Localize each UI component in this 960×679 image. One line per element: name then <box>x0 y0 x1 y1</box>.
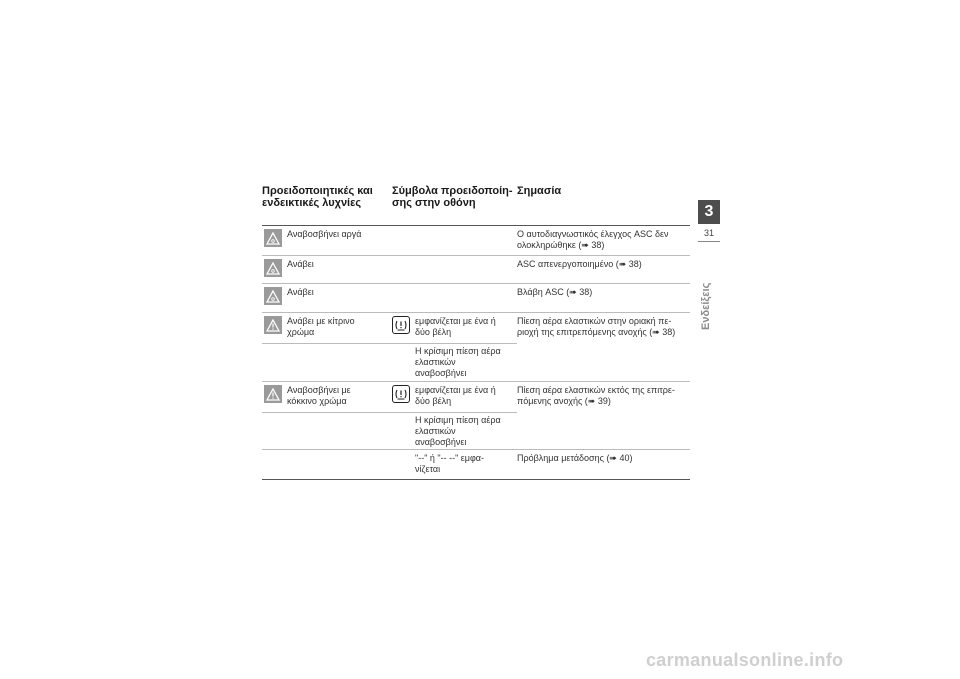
tire-pressure-icon <box>392 316 410 334</box>
warning-triangle-icon <box>264 287 282 305</box>
table-bottom-rule <box>262 479 690 480</box>
manual-table <box>262 185 690 479</box>
table-row <box>262 225 690 255</box>
cell-symbol: Η κρίσιμη πίεση αέρα ελαστικών αναβοσβήνει <box>415 415 501 447</box>
cell-symbol: εμφανίζεται με ένα ή δύο βέλη <box>415 316 496 337</box>
header-symbols: Σύμβολα προειδοποίη- σης στην οθόνη <box>392 185 513 209</box>
tire-pressure-icon <box>392 385 410 403</box>
warning-triangle-icon <box>264 259 282 277</box>
warning-triangle-icon <box>264 229 282 247</box>
cell-meaning: Βλάβη ASC (➠ 38) <box>517 287 593 297</box>
cell-lamp: Ανάβει με κίτρινο χρώμα <box>287 316 355 337</box>
cell-lamp: Αναβοσβήνει με κόκκινο χρώμα <box>287 385 351 406</box>
cell-meaning: ASC απενεργοποιημένο (➠ 38) <box>517 259 642 269</box>
tab-divider <box>698 241 720 242</box>
table-row <box>262 381 690 412</box>
table-row <box>262 312 690 343</box>
cell-lamp: Ανάβει <box>287 287 314 297</box>
page-number: 31 <box>703 228 714 238</box>
cell-meaning: Πίεση αέρα ελαστικών στην οριακή πε- ριοχή της επιτρεπόμενης ανοχής (➠ 38) <box>517 316 676 337</box>
chapter-number: 3 <box>698 200 720 224</box>
cell-meaning: Ο αυτοδιαγνωστικός έλεγχος ASC δεν ολοκληρώθηκε (➠ 38) <box>517 229 669 250</box>
header-lamps: Προειδοποιητικές και ενδεικτικές λυχνίες <box>262 185 373 209</box>
header-meaning: Σημασία <box>517 185 562 197</box>
cell-meaning: Πρόβλημα μετάδοσης (➠ 40) <box>517 453 633 463</box>
table-header <box>262 185 690 225</box>
table-row <box>262 343 690 381</box>
warning-exclamation-icon <box>264 316 282 334</box>
section-title: Ενδείξεις <box>700 282 712 330</box>
cell-lamp: Αναβοσβήνει αργά <box>287 229 362 239</box>
cell-lamp: Ανάβει <box>287 259 314 269</box>
table-row <box>262 255 690 283</box>
table-row <box>262 449 690 479</box>
table-row <box>262 412 690 449</box>
cell-symbol: Η κρίσιμη πίεση αέρα ελαστικών αναβοσβήνει <box>415 346 501 378</box>
table-row <box>262 283 690 312</box>
chapter-tab <box>698 200 720 242</box>
warning-exclamation-icon <box>264 385 282 403</box>
cell-meaning: Πίεση αέρα ελαστικών εκτός της επιτρε- πόμενης ανοχής (➠ 39) <box>517 385 675 406</box>
cell-symbol: "--" ή "-- --" εμφα- νίζεται <box>415 453 485 474</box>
cell-symbol: εμφανίζεται με ένα ή δύο βέλη <box>415 385 496 406</box>
watermark: carmanualsonline.info <box>646 650 844 670</box>
